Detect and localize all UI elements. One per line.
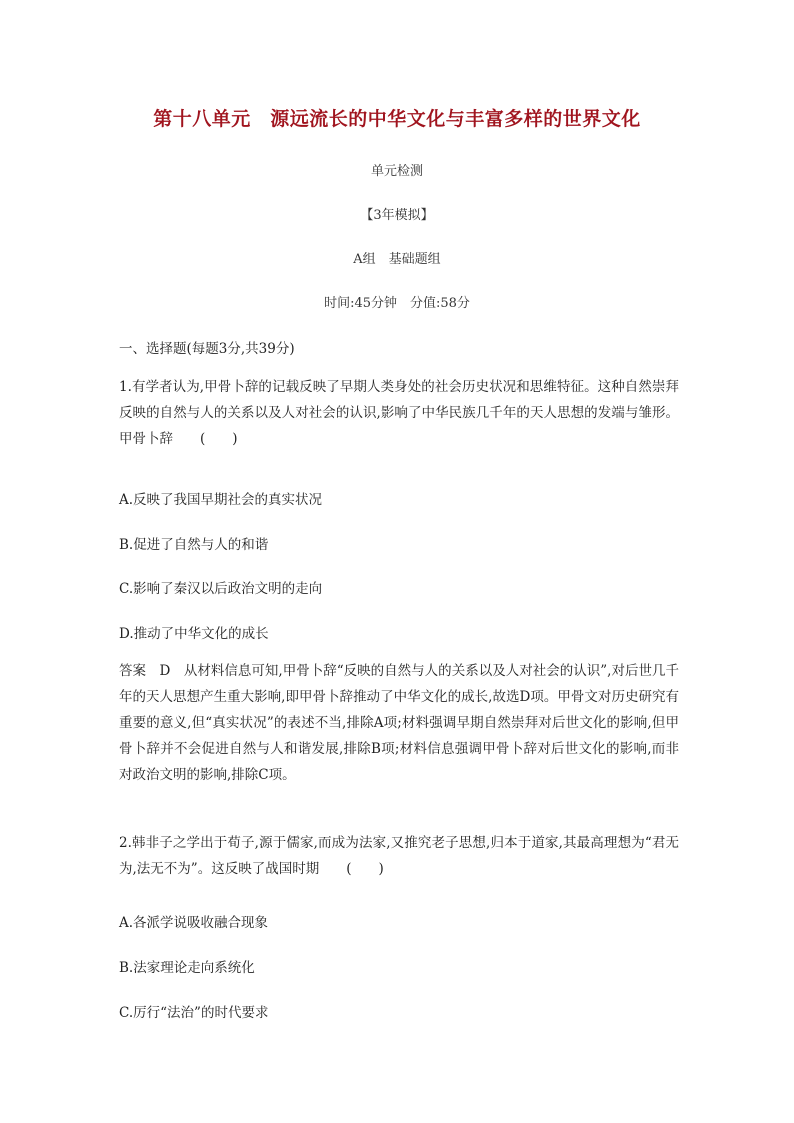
question-1-option-c: C.影响了秦汉以后政治文明的走向 — [119, 581, 323, 597]
question-2-option-b: B.法家理论走向系统化 — [119, 960, 255, 976]
group-label: A组 基础题组 — [353, 252, 441, 267]
exam-meta: 时间:45分钟 分值:58分 — [324, 296, 470, 311]
source-badge: 【3年模拟】 — [360, 208, 434, 223]
unit-subtitle: 单元检测 — [370, 164, 423, 179]
question-2-option-a: A.各派学说吸收融合现象 — [119, 915, 269, 931]
question-1-option-d: D.推动了中华文化的成长 — [119, 626, 269, 642]
question-1-answer: 答案 D 从材料信息可知,甲骨卜辞“反映的自然与人的关系以及人对社会的认识”,对后世几千年的天人思想产生重大影响,即甲骨卜辞推动了中华文化的成长,故选D项。甲骨文对历史研究有重要的意义,但“真实状况”的表述不当,排除A项;材料强调早期自然崇拜对后世文化的影响,但甲骨卜辞并不会促进自然与人和谐发展,排除B项;材料信息强调甲骨卜辞对后世文化的影响,而非对政治文明的影响,排除C项。 — [119, 663, 679, 783]
question-2-stem: 2.韩非子之学出于荀子,源于儒家,而成为法家,又推究老子思想,归本于道家,其最高理想为“君无为,法无不为”。这反映了战国时期 ( ) — [119, 835, 679, 877]
question-1-stem: 1.有学者认为,甲骨卜辞的记载反映了早期人类身处的社会历史状况和思维特征。这种自然崇拜反映的自然与人的关系以及人对社会的认识,影响了中华民族几千年的天人思想的发端与雏形。甲骨卜辞 ( ) — [119, 379, 679, 447]
section-heading: 一、选择题(每题3分,共39分) — [119, 341, 295, 357]
question-1-option-a: A.反映了我国早期社会的真实状况 — [119, 492, 323, 508]
question-1-option-b: B.促进了自然与人的和谐 — [119, 537, 269, 553]
page-title: 第十八单元 源远流长的中华文化与丰富多样的世界文化 — [153, 108, 641, 130]
question-2-option-c: C.厉行“法治”的时代要求 — [119, 1005, 269, 1021]
